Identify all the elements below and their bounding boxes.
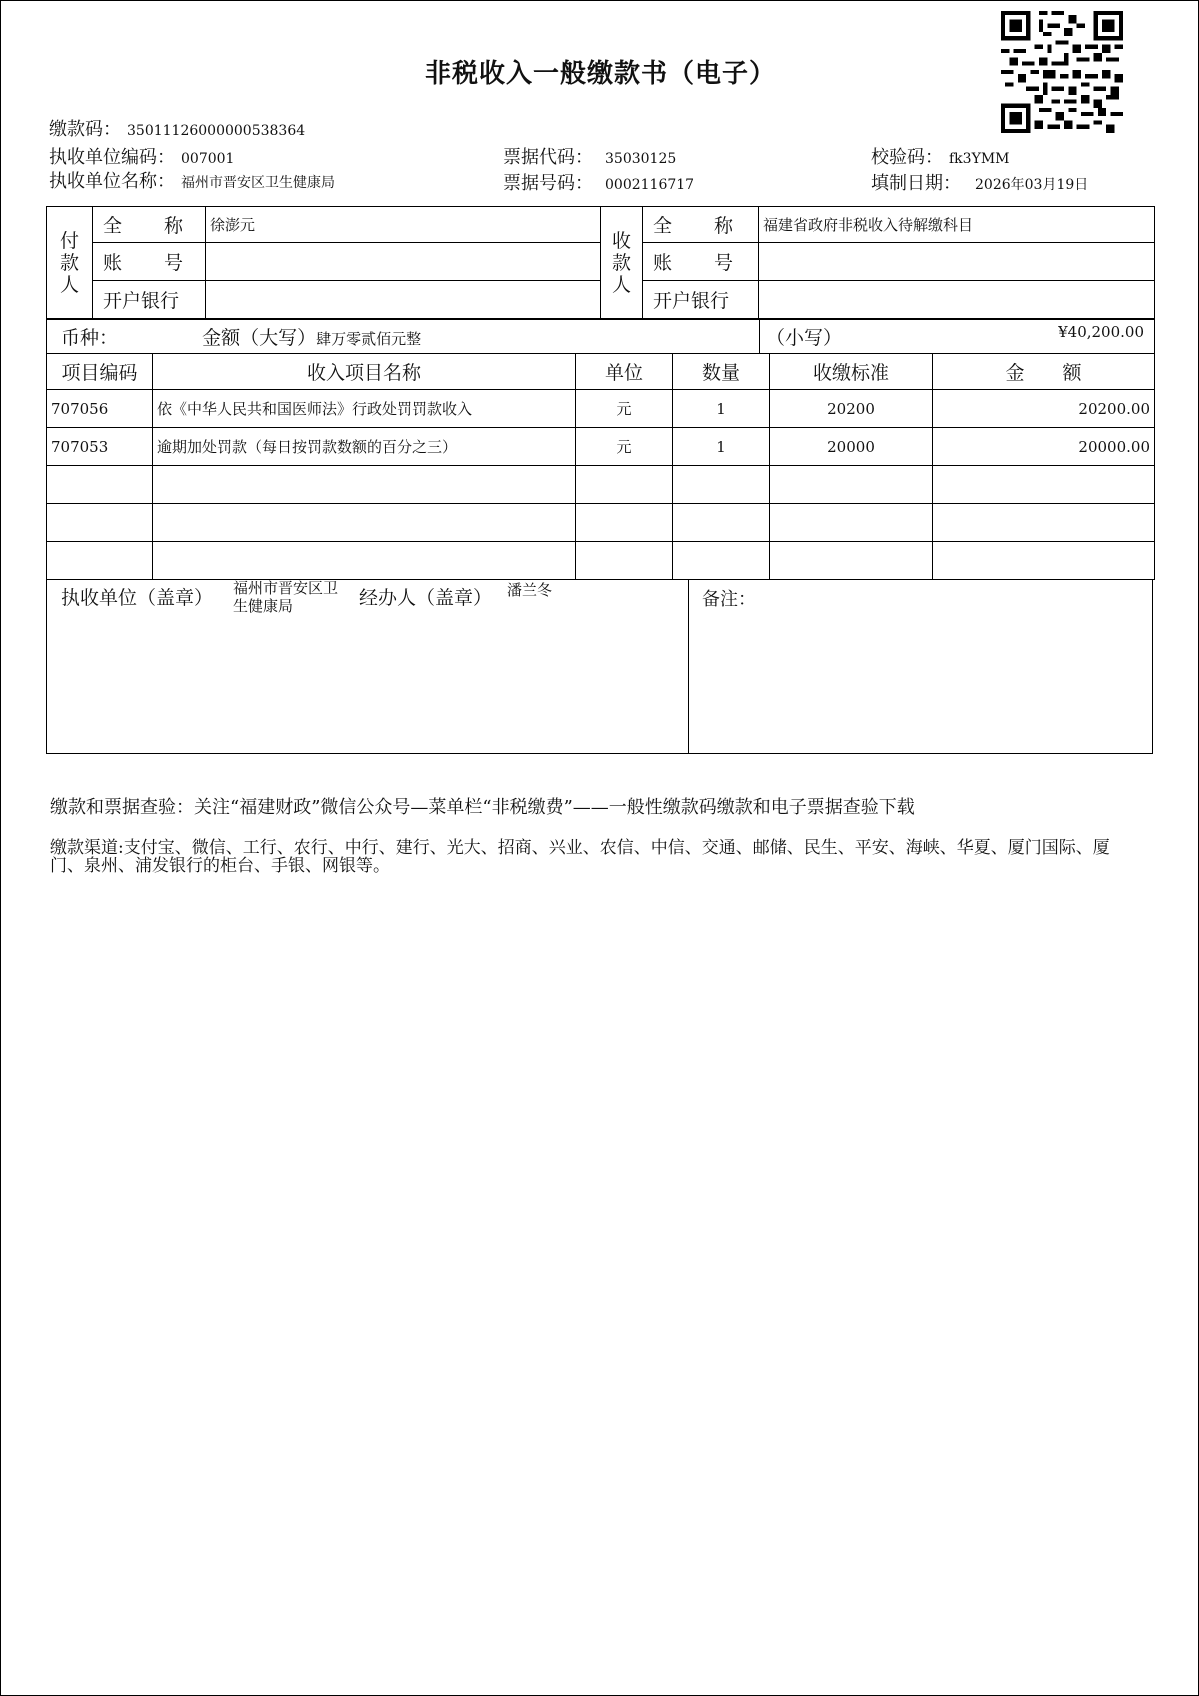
item-name: 依《中华人民共和国医师法》行政处罚罚款收入 [153, 390, 576, 428]
payer-account-label: 账 号 [93, 243, 206, 281]
handler-seal-value: 潘兰冬 [507, 581, 553, 599]
signature-divider [688, 579, 689, 754]
item-name [153, 466, 576, 504]
unit-code-label: 执收单位编码： [49, 147, 175, 168]
remark-label: 备注： [702, 589, 756, 610]
payer-name-label: 全 称 [93, 207, 206, 243]
header-item-code: 项目编码 [47, 354, 153, 390]
amount-upper-cell [47, 320, 760, 354]
unit-name-row [49, 167, 335, 193]
table-row [47, 542, 1155, 580]
fill-date-value: 2026年03月19日 [975, 177, 1089, 193]
amount-lower-label: （小写） [766, 327, 843, 349]
unit-name-value: 福州市晋安区卫生健康局 [181, 175, 335, 191]
payer-account-value [206, 243, 601, 281]
item-quantity [673, 466, 770, 504]
payer-side-label: 付 款 人 [47, 207, 93, 319]
item-standard [770, 466, 933, 504]
bill-code-value: 35030125 [605, 151, 677, 167]
item-code: 707056 [47, 390, 153, 428]
table-row [47, 390, 1155, 428]
currency-label: 币种： [61, 327, 119, 349]
item-unit [576, 466, 673, 504]
item-amount [933, 466, 1155, 504]
item-name [153, 542, 576, 580]
header-quantity: 数量 [673, 354, 770, 390]
item-code [47, 504, 153, 542]
document-title: 非税收入一般缴款书（电子） [424, 59, 776, 89]
payer-name-value: 徐澎元 [206, 207, 601, 243]
header-amount: 金 额 [933, 354, 1155, 390]
payee-account-value [759, 243, 1155, 281]
item-standard [770, 504, 933, 542]
item-unit: 元 [576, 428, 673, 466]
bill-code-row [503, 143, 676, 169]
amount-upper-value: 肆万零贰佰元整 [316, 330, 422, 348]
item-quantity: 1 [673, 390, 770, 428]
payee-bank-label: 开户银行 [643, 281, 759, 319]
header-unit: 单位 [576, 354, 673, 390]
item-code [47, 466, 153, 504]
payee-account-label: 账 号 [643, 243, 759, 281]
payee-side-label: 收 款 人 [601, 207, 643, 319]
item-amount [933, 542, 1155, 580]
amount-table [46, 319, 1155, 354]
item-amount: 20200.00 [933, 390, 1155, 428]
payment-code-value: 350111260000005383​64 [127, 123, 306, 139]
table-row [47, 428, 1155, 466]
item-quantity [673, 542, 770, 580]
item-standard: 20200 [770, 390, 933, 428]
item-name [153, 504, 576, 542]
payee-name-value: 福建省政府非税收入待解缴科目 [759, 207, 1155, 243]
item-standard: 20000 [770, 428, 933, 466]
bill-code-label: 票据代码： [503, 147, 593, 168]
item-amount: 20000.00 [933, 428, 1155, 466]
signature-section [46, 579, 1153, 754]
bill-no-row [503, 169, 694, 195]
items-header-row [47, 354, 1155, 390]
verify-note: 缴款和票据查验：关注“福建财政”微信公众号—菜单栏“非税缴费”——一般性缴款码缴款和电子票据查验下载 [50, 797, 915, 818]
item-unit [576, 542, 673, 580]
item-unit [576, 504, 673, 542]
handler-seal-label: 经办人（盖章） [359, 587, 493, 609]
qr-code-icon [1001, 11, 1123, 133]
items-table [46, 353, 1155, 580]
table-row [47, 504, 1155, 542]
payment-code-row [49, 115, 305, 141]
bill-no-value: 0002116717 [605, 177, 695, 193]
payee-bank-value [759, 281, 1155, 319]
check-code-row [871, 143, 1009, 169]
unit-name-label: 执收单位名称： [49, 171, 175, 192]
amount-lower-value: ¥40,200.00 [1058, 323, 1144, 341]
payer-bank-value [206, 281, 601, 319]
item-code [47, 542, 153, 580]
item-unit: 元 [576, 390, 673, 428]
unit-code-value: 007001 [181, 151, 235, 167]
fill-date-label: 填制日期： [871, 173, 961, 194]
header-item-name: 收入项目名称 [153, 354, 576, 390]
check-code-label: 校验码： [871, 147, 943, 168]
amount-upper-label: 金额（大写） [202, 327, 317, 349]
bill-no-label: 票据号码： [503, 173, 593, 194]
header-standard: 收缴标准 [770, 354, 933, 390]
payment-code-label: 缴款码： [49, 119, 121, 140]
item-quantity: 1 [673, 428, 770, 466]
item-amount [933, 504, 1155, 542]
item-quantity [673, 504, 770, 542]
check-code-value: fk3YMM [949, 151, 1010, 167]
payment-channels: 缴款渠道:支付宝、微信、工行、农行、中行、建行、光大、招商、兴业、农信、中信、交通、邮储、民生、平安、海峡、华夏、厦门国际、厦门、泉州、浦发银行的柜台、手银、网银等。 [50, 838, 1110, 876]
item-name: 逾期加处罚款（每日按罚款数额的百分之三） [153, 428, 576, 466]
table-row [47, 466, 1155, 504]
payee-name-label: 全 称 [643, 207, 759, 243]
payer-bank-label: 开户银行 [93, 281, 206, 319]
fill-date-row [871, 169, 1088, 195]
amount-lower-cell [760, 320, 1155, 354]
unit-seal-label: 执收单位（盖章） [61, 587, 214, 609]
unit-code-row [49, 143, 234, 169]
unit-seal-value: 福州市晋安区卫生健康局 [233, 579, 339, 615]
item-standard [770, 542, 933, 580]
item-code: 707053 [47, 428, 153, 466]
parties-table [46, 206, 1155, 319]
